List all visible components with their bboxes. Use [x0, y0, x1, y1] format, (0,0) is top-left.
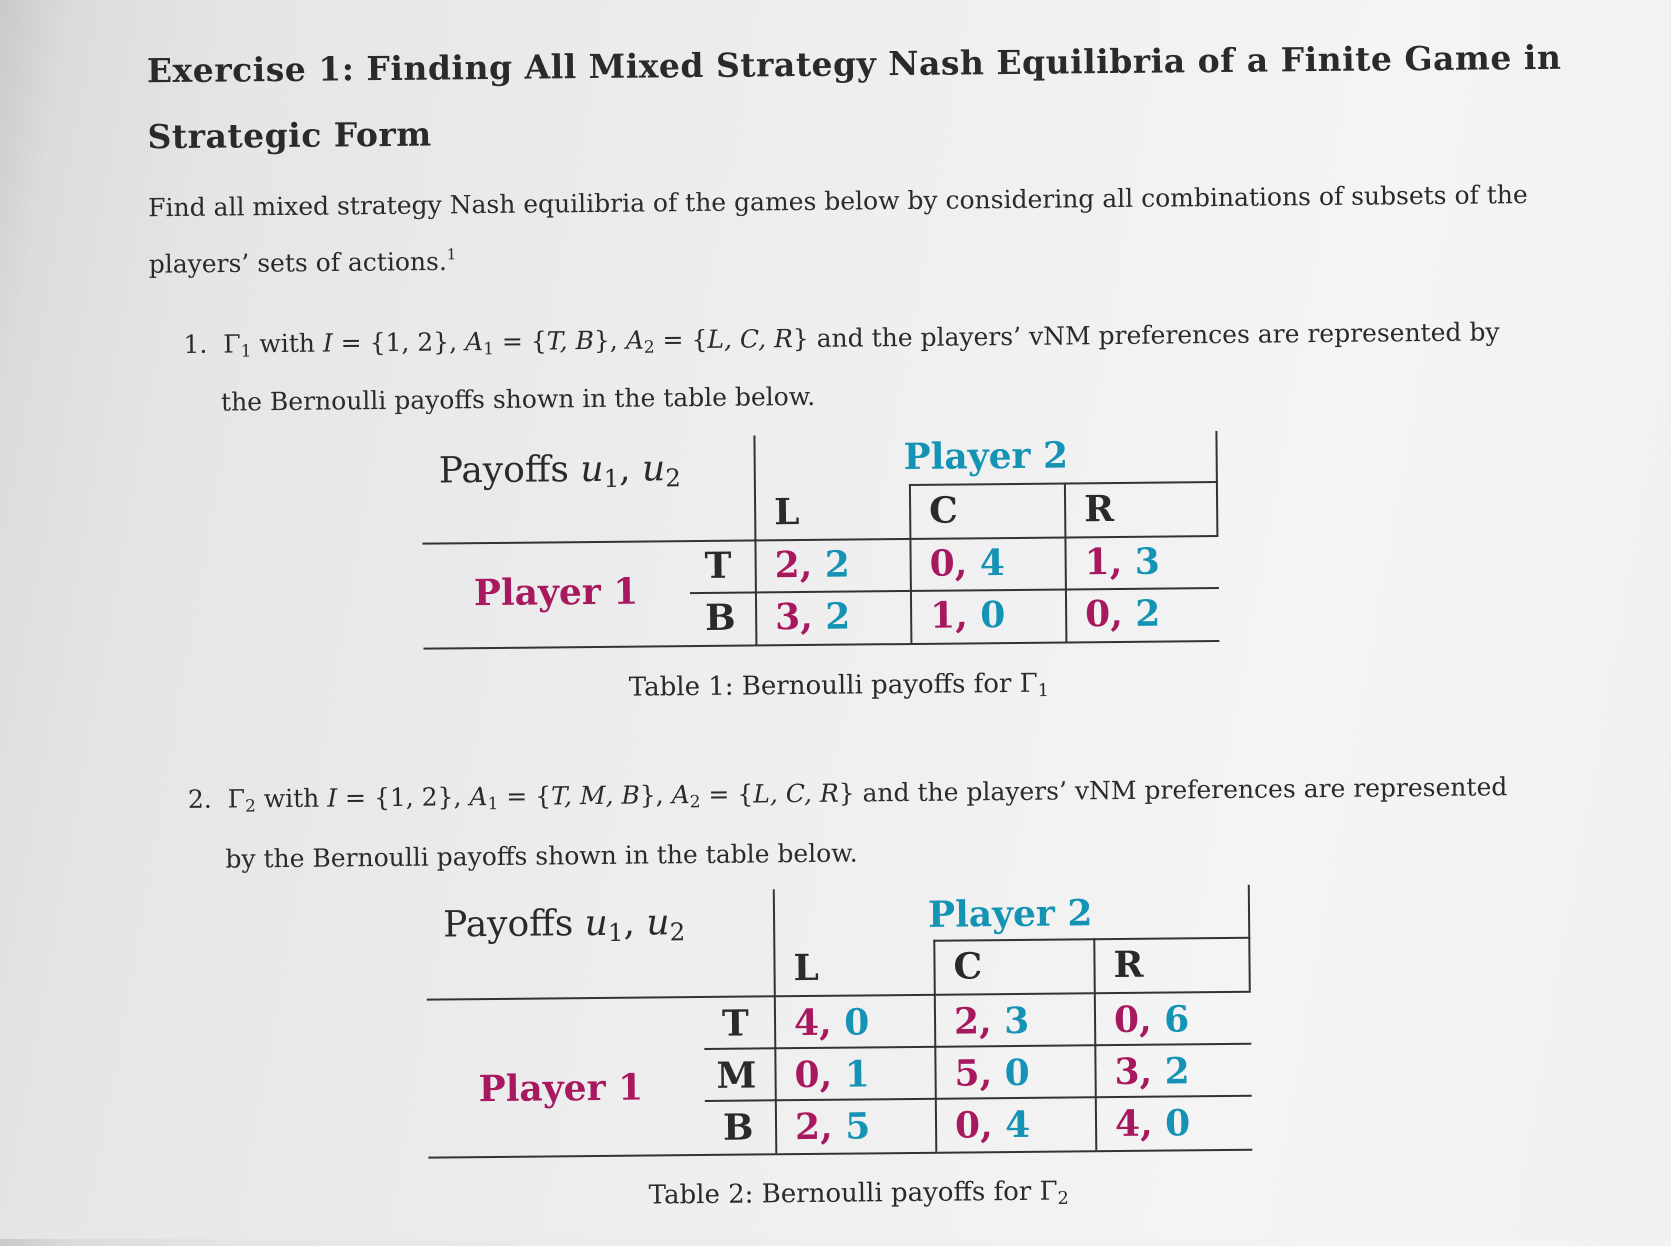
table1-col-R: R: [1083, 488, 1115, 531]
table1-u2: 2: [825, 595, 851, 638]
table1-row-T: T: [704, 544, 732, 587]
table2-u2: 0: [1164, 1102, 1191, 1145]
table2-cell-M-L: 0, 1: [794, 1053, 870, 1097]
table1-u1: 2: [774, 544, 800, 587]
table1-u2: 0: [980, 594, 1006, 637]
table1-payoffs-label: Payoffs $u_1$, $u_2$: [438, 448, 681, 494]
table2-player1-label: Player 1: [478, 1066, 644, 1111]
table2-rule-bottom: [428, 1149, 1252, 1159]
table1-u1: 1: [929, 594, 956, 637]
table2-caption-text: Table 2: Bernoulli payoffs for Γ: [648, 1176, 1058, 1211]
table2-u1: 2: [953, 1000, 980, 1043]
table1-u1: 0: [1084, 593, 1111, 636]
table2-u2: 0: [844, 1001, 870, 1044]
item2-math: $\Gamma_2$ with I = {1, 2}, $A_1 = \{T$, M, B}, $A_2 = \{L$, C, R}: [219, 778, 855, 817]
table2-rule-row2: [705, 1095, 1252, 1102]
item2-number: 2.: [187, 784, 212, 814]
item1-number: 1.: [183, 329, 208, 359]
table1-col-C: C: [928, 489, 959, 532]
table2-rule-subheader: [933, 937, 1250, 942]
table2-payoffs-text: Payoffs: [442, 903, 574, 946]
table2-u1: 4: [1114, 1102, 1141, 1146]
table2-u2: 2: [1164, 1050, 1190, 1093]
table1-cell-B-R: 0, 2: [1084, 592, 1161, 636]
table1-u1: 1: [1084, 541, 1110, 584]
table2-u2: 5: [845, 1105, 871, 1148]
table1-col-L: L: [773, 491, 800, 534]
table2-u1: 0: [794, 1053, 820, 1097]
item1-line2: the Bernoulli payoffs shown in the table below.: [220, 381, 816, 417]
exercise-title-line2: Strategic Form: [147, 114, 432, 157]
table1-payoffs-text: Payoffs: [438, 449, 570, 492]
table2-cell-B-R: 4, 0: [1114, 1102, 1191, 1146]
table2-u2: 3: [1003, 999, 1030, 1043]
table1-u2: 4: [979, 542, 1006, 585]
table1-u2: 2: [1135, 592, 1161, 635]
table2-u2: 6: [1163, 998, 1190, 1041]
table2-cell-T-C: 2, 3: [953, 999, 1030, 1043]
table2-cell-T-R: 0, 6: [1113, 998, 1190, 1042]
table1-caption-text: Table 1: Bernoulli payoffs for Γ: [628, 668, 1038, 703]
table2-row-M: M: [716, 1054, 757, 1097]
table2-u2: 4: [1004, 1103, 1031, 1147]
table1-cell-T-L: 2, 2: [774, 543, 851, 587]
table1-cell-B-L: 3, 2: [774, 595, 851, 639]
table2-u1: 0: [954, 1104, 981, 1147]
table2-payoffs-label: Payoffs $u_1$, $u_2$: [442, 902, 686, 948]
table2-cell-B-L: 2, 5: [794, 1105, 871, 1149]
table2-cell-M-R: 3, 2: [1114, 1050, 1190, 1094]
table1-cell-T-R: 1, 3: [1084, 540, 1161, 584]
table2-col-R: R: [1113, 943, 1144, 987]
table2-u1: 0: [1113, 998, 1140, 1042]
item2-line1-text: and the players’ vNM preferences are represented: [854, 772, 1508, 808]
table2-u1: 3: [1114, 1050, 1140, 1094]
table1-row-B: B: [704, 596, 736, 639]
table2-divider-main: [773, 889, 778, 1153]
table1-u1: 0: [929, 542, 955, 585]
table1-u2: 2: [824, 543, 851, 586]
table1-caption: Table 1: Bernoulli payoffs for $\Gamma_1$: [628, 668, 1050, 703]
table1-u1: 3: [774, 596, 801, 639]
table2-rule-row1: [704, 1043, 1251, 1050]
table2-row-T: T: [721, 1002, 750, 1045]
table1-player2-label: Player 2: [903, 434, 1069, 479]
item2-line2: by the Bernoulli payoffs shown in the table below.: [225, 838, 858, 874]
table2-caption: Table 2: Bernoulli payoffs for $\Gamma_2$: [648, 1176, 1069, 1211]
item1-line1-text: and the players’ vNM preferences are represented by: [808, 317, 1500, 353]
table1-cell-T-C: 0, 4: [929, 542, 1006, 585]
table1-u2: 3: [1134, 540, 1161, 583]
table2-col-L: L: [793, 946, 820, 990]
item1-math: $\Gamma_1$ with I = {1, 2}, $A_1 = \{T$, B}, $A_2 = \{L$, C, R}: [215, 323, 809, 362]
table2-u1: 4: [793, 1001, 820, 1045]
table2-u2: 0: [1004, 1051, 1030, 1095]
table1-cell-B-C: 1, 0: [929, 594, 1006, 637]
table2-row-B: B: [722, 1106, 754, 1149]
table2-col-C: C: [953, 945, 983, 988]
intro-line1: Find all mixed strategy Nash equilibria of the games below by considering all combinations of subsets of the: [148, 180, 1528, 223]
intro-line2-text: players’ sets of actions.: [148, 246, 447, 279]
exercise-title-line1: Exercise 1: Finding All Mixed Strategy Nash Equilibria of a Finite Game in: [146, 37, 1562, 91]
table2-player2-label: Player 2: [927, 892, 1093, 936]
table2-u1: 5: [954, 1052, 980, 1095]
table2-u2: 1: [844, 1053, 870, 1096]
table2-cell-M-C: 5, 0: [954, 1051, 1030, 1095]
table2-cell-B-C: 0, 4: [954, 1103, 1031, 1147]
footnote-mark: 1: [446, 245, 457, 264]
table2-u1: 2: [794, 1105, 821, 1149]
table1-player1-label: Player 1: [473, 570, 639, 615]
table2-cell-T-L: 4, 0: [793, 1001, 870, 1045]
